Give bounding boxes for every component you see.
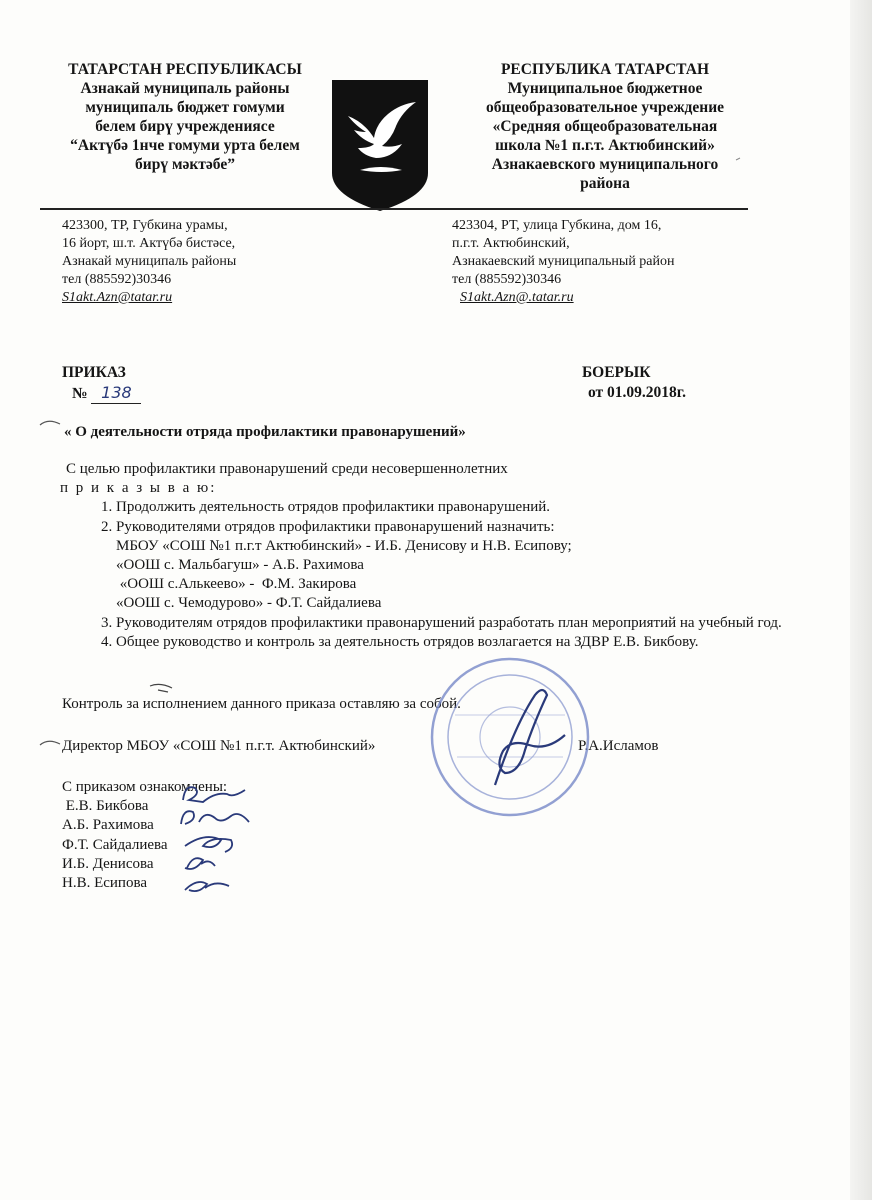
order-item-text: Общее руководство и контроль за деятельность отрядов возлагается на ЗДВР Е.В. Бикбову. bbox=[116, 633, 699, 650]
address-line: тел (885592)30346 bbox=[62, 272, 172, 287]
order-item bbox=[116, 614, 800, 633]
order-date: от 01.09.2018г. bbox=[588, 384, 686, 401]
order-items-list bbox=[60, 498, 800, 652]
order-number-row bbox=[62, 383, 182, 404]
order-number-label: № bbox=[72, 385, 88, 402]
header-right-line: района bbox=[580, 175, 630, 192]
director-name: Р.А.Исламов bbox=[578, 738, 659, 754]
body-order-word: п р и к а з ы в а ю: bbox=[60, 480, 217, 497]
address-line: тел (885592)30346 bbox=[452, 272, 562, 287]
order-item-text: Руководителям отрядов профилактики правонарушений разработать план мероприятий на учебный год. bbox=[116, 614, 782, 631]
order-item bbox=[116, 518, 800, 614]
address-line: 16 йорт, ш.т. Актүбә бистәсе, bbox=[62, 236, 236, 251]
order-subject: « О деятельности отряда профилактики правонарушений» bbox=[64, 424, 466, 440]
header-left-line: белем бирү учреждениясе bbox=[95, 118, 275, 135]
header-left-line: бирү мәктәбе” bbox=[135, 156, 235, 173]
header-right-line: школа №1 п.г.т. Актюбинский» bbox=[495, 137, 715, 154]
email-right[interactable]: S1akt.Azn@.tatar.ru bbox=[460, 290, 574, 305]
acquainted-name: Ф.Т. Сайдалиева bbox=[62, 836, 168, 853]
address-line: Азнакай муниципаль районы bbox=[62, 254, 237, 269]
order-item-text: Продолжить деятельность отрядов профилактики правонарушений. bbox=[116, 499, 551, 516]
header-divider bbox=[40, 208, 748, 210]
official-stamp-icon bbox=[425, 655, 595, 820]
order-title: ПРИКАЗ bbox=[62, 364, 126, 381]
header-left-line: ТАТАРСТАН РЕСПУБЛИКАСЫ bbox=[68, 61, 302, 78]
header-left-line: муниципаль бюджет гомуми bbox=[85, 99, 285, 116]
acquainted-name: Е.В. Бикбова bbox=[62, 798, 149, 815]
control-statement: Контроль за исполнением данного приказа оставляю за собой. bbox=[62, 696, 461, 712]
acquainted-name: А.Б. Рахимова bbox=[62, 817, 154, 834]
order-title-tatar-block bbox=[560, 363, 720, 403]
order-body bbox=[60, 460, 800, 652]
order-title-block bbox=[62, 363, 182, 404]
header-left-line: Азнакай муниципаль районы bbox=[80, 80, 290, 97]
address-line: Азнакаевский муниципальный район bbox=[452, 254, 675, 269]
acquainted-name: И.Б. Денисова bbox=[62, 855, 154, 872]
header-right-russian bbox=[450, 60, 760, 193]
order-item bbox=[116, 498, 800, 517]
assignment-line: «ООШ с. Мальбагуш» - А.Б. Рахимова bbox=[116, 557, 364, 574]
address-line: 423304, РТ, улица Губкина, дом 16, bbox=[452, 218, 662, 233]
assignment-line: МБОУ «СОШ №1 п.г.т Актюбинский» - И.Б. Денисову и Н.В. Есипову; bbox=[116, 537, 572, 554]
order-title-tatar: БОЕРЫК bbox=[582, 364, 651, 381]
handwritten-signatures-icon bbox=[175, 780, 295, 905]
header-right-line: РЕСПУБЛИКА ТАТАРСТАН bbox=[500, 61, 710, 78]
address-line: п.г.т. Актюбинский, bbox=[452, 236, 570, 251]
address-left bbox=[62, 217, 322, 307]
header-right-line: «Средняя общеобразовательная bbox=[492, 118, 718, 135]
address-line: 423300, ТР, Губкина урамы, bbox=[62, 218, 228, 233]
bird-emblem-icon bbox=[330, 78, 430, 213]
email-left[interactable]: S1akt.Azn@tatar.ru bbox=[62, 290, 173, 305]
address-right bbox=[452, 217, 752, 307]
paper-edge-shadow bbox=[850, 0, 872, 1200]
assignment-line: «ООШ с. Чемодурово» - Ф.Т. Сайдалиева bbox=[116, 595, 382, 612]
header-right-line: Муниципальное бюджетное bbox=[507, 80, 703, 97]
order-number: 138 bbox=[91, 383, 141, 404]
acquainted-name: Н.В. Есипова bbox=[62, 875, 148, 892]
order-item bbox=[116, 633, 800, 652]
header-right-line: общеобразовательное учреждение bbox=[485, 99, 725, 116]
assignment-line: «ООШ с.Алькеево» - Ф.М. Закирова bbox=[116, 576, 357, 593]
director-title: Директор МБОУ «СОШ №1 п.г.т. Актюбинский» bbox=[62, 738, 376, 754]
header-left-line: “Актүбә 1нче гомуми урта белем bbox=[70, 137, 300, 154]
acquaintance-heading: С приказом ознакомлены: bbox=[62, 779, 228, 795]
body-intro: С целью профилактики правонарушений среди несовершеннолетних bbox=[66, 461, 508, 477]
order-item-text: Руководителями отрядов профилактики правонарушений назначить: bbox=[116, 518, 555, 535]
header-left-tatar bbox=[40, 60, 330, 174]
header-right-line: Азнакаевского муниципального bbox=[491, 156, 719, 173]
